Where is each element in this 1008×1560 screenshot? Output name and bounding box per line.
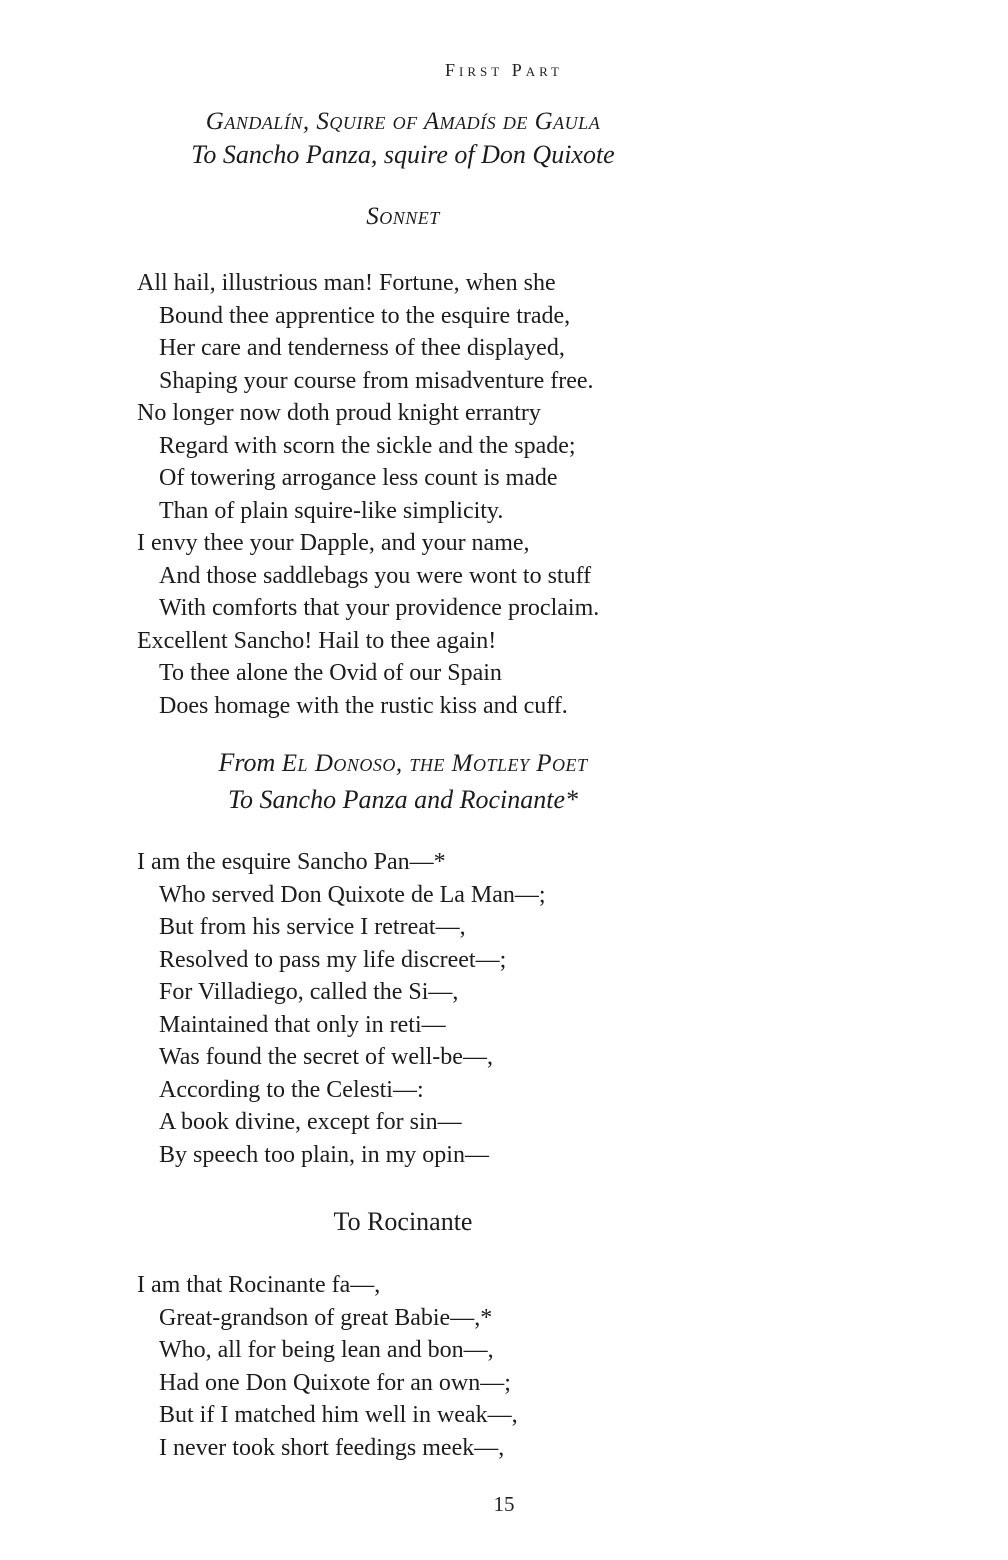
poem-line: I am that Rocinante fa—, bbox=[137, 1272, 381, 1298]
poem-line: Who, all for being lean and bon—, bbox=[159, 1337, 494, 1363]
section2-heading-caps: El Donoso, the Motley Poet bbox=[281, 750, 588, 777]
poem-line: To thee alone the Ovid of our Spain bbox=[159, 660, 502, 686]
section2-heading-prefix: From bbox=[218, 748, 282, 777]
poem-line: I never took short feedings meek—, bbox=[159, 1434, 505, 1461]
poem-line: Resolved to pass my life discreet—; bbox=[159, 946, 507, 973]
poem-line: A book divine, except for sin— bbox=[159, 1109, 462, 1135]
poem-line: Her care and tenderness of thee displayed, bbox=[159, 335, 565, 361]
poem-line: Was found the secret of well-be—, bbox=[159, 1044, 493, 1070]
poem-line: Maintained that only in reti— bbox=[159, 1011, 446, 1038]
section2-heading-dedication: To Sancho Panza and Rocinante* bbox=[227, 785, 579, 814]
page-number: 15 bbox=[493, 1492, 515, 1516]
poem-line: Regard with scorn the sickle and the spade; bbox=[159, 432, 576, 459]
section1-heading-caps: Gandalín, Squire of Amadís de Gaula bbox=[205, 108, 601, 135]
section3-heading: To Rocinante bbox=[333, 1207, 473, 1236]
poem-line: Does homage with the rustic kiss and cuff. bbox=[159, 692, 568, 719]
rocinante-poem bbox=[137, 1269, 669, 1464]
poem-line: According to the Celesti—: bbox=[159, 1076, 424, 1103]
sonnet-subheading: Sonnet bbox=[366, 203, 440, 230]
running-header: First Part bbox=[445, 60, 563, 80]
poem-line: Than of plain squire-like simplicity. bbox=[159, 497, 504, 524]
poem-line: All hail, illustrious man! Fortune, when she bbox=[137, 270, 556, 296]
poem-line: Had one Don Quixote for an own—; bbox=[159, 1369, 511, 1396]
poem-line: Bound thee apprentice to the esquire trade, bbox=[159, 302, 571, 329]
poem-line: No longer now doth proud knight errantry bbox=[137, 400, 541, 426]
poem-line: For Villadiego, called the Si—, bbox=[159, 979, 459, 1005]
poem-line: But from his service I retreat—, bbox=[159, 914, 466, 940]
poem-line: Excellent Sancho! Hail to thee again! bbox=[137, 627, 497, 654]
poem-line: Of towering arrogance less count is made bbox=[159, 465, 558, 491]
section1-heading-dedication: To Sancho Panza, squire of Don Quixote bbox=[191, 140, 615, 169]
poem-line: And those saddlebags you were wont to stuff bbox=[159, 562, 592, 589]
content-column bbox=[137, 105, 669, 1464]
poem-line: I am the esquire Sancho Pan—* bbox=[137, 849, 446, 875]
sonnet-poem bbox=[137, 267, 669, 722]
section1-heading bbox=[137, 105, 669, 171]
poem-line: Who served Don Quixote de La Man—; bbox=[159, 881, 546, 908]
poem-line: By speech too plain, in my opin— bbox=[159, 1141, 489, 1168]
donoso-poem bbox=[137, 846, 669, 1171]
poem-line: I envy thee your Dapple, and your name, bbox=[137, 530, 530, 556]
poem-line: Shaping your course from misadventure free. bbox=[159, 367, 594, 394]
section2-heading-line1 bbox=[137, 746, 669, 783]
section2-heading bbox=[137, 746, 669, 816]
poem-line: Great-grandson of great Babie—,* bbox=[159, 1304, 493, 1331]
poem-line: But if I matched him well in weak—, bbox=[159, 1402, 518, 1428]
poem-line: With comforts that your providence proclaim. bbox=[159, 595, 600, 621]
